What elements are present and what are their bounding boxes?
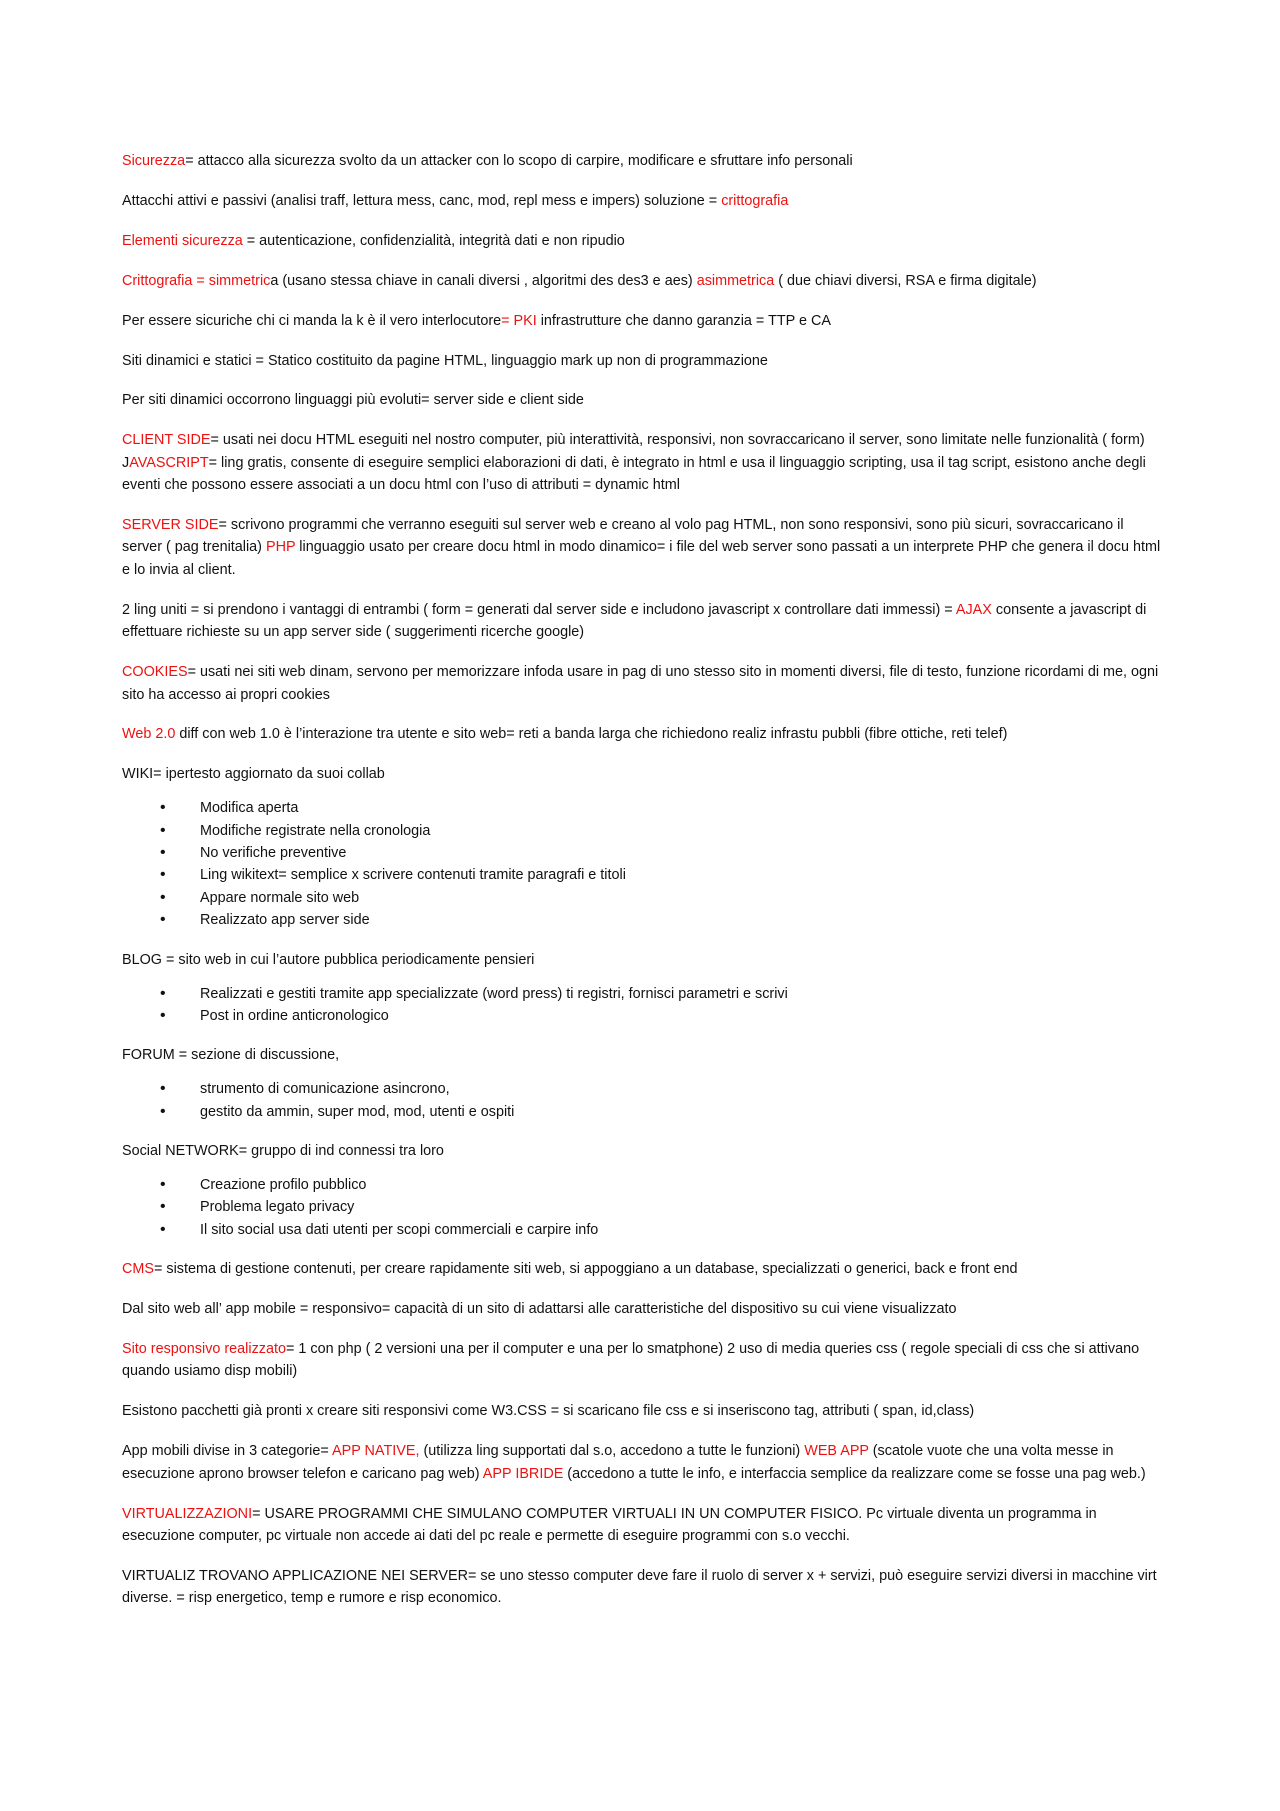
paragraph-text: Esistono pacchetti già pronti x creare siti responsivi come W3.CSS = si scaricano file css e si inseriscono tag, attributi ( span, id,class): [122, 1403, 975, 1420]
keyword: APP NATIVE,: [332, 1443, 420, 1460]
list-item: • gestito da ammin, super mod, mod, utenti e ospiti: [122, 1101, 1167, 1123]
list-item: • Modifica aperta: [122, 797, 1167, 819]
paragraph-wiki: [122, 763, 1167, 785]
paragraph-text: = sistema di gestione contenuti, per creare rapidamente siti web, si appoggiano a un database, specializzati o generici, back e front end: [153, 1261, 1018, 1278]
paragraph-crittografia: [122, 270, 1167, 292]
paragraph-blog: [122, 949, 1167, 971]
paragraph-responsivo: [122, 1338, 1167, 1383]
paragraph-dinamici: [122, 389, 1167, 411]
paragraph-text: = 1 con php ( 2 versioni una per il computer e una per lo smatphone) 2 uso di media queries css ( regole speciali di css che si attivano quando usiamo disp mobili): [122, 1341, 1140, 1380]
paragraph-text: VIRTUALIZ TROVANO APPLICAZIONE NEI SERVER= se uno stesso computer deve fare il ruolo di server x + servizi, può eseguire servizi diversi in macchine virt diverse. = risp energetico, temp e rumore e risp economico.: [122, 1567, 1157, 1607]
paragraph-virtualiz-server: [122, 1565, 1167, 1610]
paragraph-web2: [122, 723, 1167, 745]
keyword: APP IBRIDE: [482, 1465, 564, 1482]
list-item: • Realizzati e gestiti tramite app specializzate (word press) ti registri, fornisci parametri e scrivi: [122, 983, 1167, 1005]
paragraph-sicurezza: [122, 150, 1167, 172]
forum-list: [122, 1078, 1167, 1123]
paragraph-text: = USARE PROGRAMMI CHE SIMULANO COMPUTER VIRTUALI IN UN COMPUTER FISICO. Pc virtuale diventa un programma in esecuzione computer, pc virtuale non accede ai dati del pc reale e permette di eseguire programmi con s.o vecchi.: [122, 1505, 1097, 1544]
paragraph-text: linguaggio usato per creare docu html in modo dinamico= i file del web server sono passati a un interprete PHP che genera il docu html e lo invia al client.: [122, 539, 1161, 578]
keyword: Web 2.0: [122, 726, 176, 743]
paragraph-text: consente a javascript di effettuare richieste su un app server side ( suggerimenti ricerche google): [122, 601, 1147, 641]
paragraph-text: (utilizza ling supportati dal s.o, accedono a tutte le funzioni): [419, 1443, 805, 1460]
blog-list: [122, 983, 1167, 1028]
list-item: • Creazione profilo pubblico: [122, 1174, 1167, 1196]
paragraph-text: Per essere sicuriche chi ci manda la k è il vero interlocutore: [122, 312, 502, 329]
keyword: PHP: [265, 539, 296, 556]
paragraph-text: Attacchi attivi e passivi (analisi traff, lettura mess, canc, mod, repl mess e impers) soluzione =: [122, 192, 722, 209]
keyword: CLIENT SIDE: [122, 432, 211, 449]
paragraph-elementi: [122, 230, 1167, 252]
keyword: crittografia: [721, 192, 789, 209]
paragraph-pki: [122, 310, 1167, 332]
paragraph-text: Siti dinamici e statici = Statico costituito da pagine HTML, linguaggio mark up non di programmazione: [122, 352, 768, 369]
keyword: = PKI: [501, 312, 537, 329]
paragraph-text: = autenticazione, confidenzialità, integrità dati e non ripudio: [242, 232, 625, 249]
keyword: asimmetrica: [696, 272, 775, 289]
paragraph-text: (accedono a tutte le info, e interfaccia semplice da realizzare come se fosse una pag web.): [563, 1465, 1146, 1482]
keyword: Elementi sicurezza: [122, 232, 243, 249]
keyword: AJAX: [955, 601, 992, 618]
paragraph-text: Social NETWORK= gruppo di ind connessi tra loro: [122, 1143, 444, 1160]
wiki-list: [122, 797, 1167, 931]
social-list: [122, 1174, 1167, 1241]
list-item: • Ling wikitext= semplice x scrivere contenuti tramite paragrafi e titoli: [122, 864, 1167, 886]
list-item: • Modifiche registrate nella cronologia: [122, 820, 1167, 842]
keyword: Sicurezza: [122, 153, 186, 169]
paragraph-client-side: [122, 429, 1167, 496]
paragraph-text: 2 ling uniti = si prendono i vantaggi di entrambi ( form = generati dal server side e includono javascript x controllare dati immessi) =: [122, 601, 956, 618]
paragraph-text: = usati nei docu HTML eseguiti nel nostro computer, più interattività, responsivi, non sovraccaricano il server, sono limitate nelle funzionalità ( form) J: [122, 432, 1145, 471]
keyword: CMS: [122, 1261, 154, 1278]
paragraph-text: a (usano stessa chiave in canali diversi , algoritmi des des3 e aes): [270, 272, 697, 289]
paragraph-forum: [122, 1044, 1167, 1066]
paragraph-text: = scrivono programmi che verranno eseguiti sul server web e creano al volo pag HTML, non sono responsivi, sono più sicuri, sovraccaricano il server ( pag trenitalia): [122, 517, 1124, 556]
paragraph-text: infrastrutture che danno garanzia = TTP e CA: [536, 312, 831, 329]
paragraph-virtualizzazioni: [122, 1503, 1167, 1548]
keyword: COOKIES: [122, 664, 188, 681]
paragraph-attacchi: [122, 190, 1167, 212]
paragraph-siti: [122, 350, 1167, 372]
list-item: • No verifiche preventive: [122, 842, 1167, 864]
paragraph-text: = attacco alla sicurezza svolto da un attacker con lo scopo di carpire, modificare e sfruttare info personali: [185, 153, 853, 169]
paragraph-text: = usati nei siti web dinam, servono per memorizzare infoda usare in pag di uno stesso sito in momenti diversi, file di testo, funzione ricordami di me, ogni sito ha accesso ai propri cookies: [122, 664, 1159, 703]
keyword: Sito responsivo realizzato: [122, 1341, 286, 1358]
paragraph-text: ( due chiavi diversi, RSA e firma digitale): [774, 272, 1037, 289]
paragraph-cookies: [122, 661, 1167, 706]
keyword: AVASCRIPT: [129, 454, 209, 471]
paragraph-ajax: [122, 599, 1167, 644]
keyword: SERVER SIDE: [122, 517, 219, 534]
paragraph-server-side: [122, 514, 1167, 581]
paragraph-text: BLOG = sito web in cui l’autore pubblica periodicamente pensieri: [122, 951, 535, 968]
paragraph-social: [122, 1140, 1167, 1162]
list-item: • Post in ordine anticronologico: [122, 1005, 1167, 1027]
list-item: • Il sito social usa dati utenti per scopi commerciali e carpire info: [122, 1219, 1167, 1241]
paragraph-text: = ling gratis, consente di eseguire semplici elaborazioni di dati, è integrato in html e usa il linguaggio scripting, usa il tag script, esistono anche degli eventi che possono essere associati a un docu html con l’uso di attributi = dynamic html: [122, 454, 1146, 494]
keyword: VIRTUALIZZAZIONI: [122, 1505, 253, 1522]
keyword: simmetric: [208, 272, 271, 289]
list-item: • strumento di comunicazione asincrono,: [122, 1078, 1167, 1100]
list-item: • Problema legato privacy: [122, 1196, 1167, 1218]
paragraph-text: App mobili divise in 3 categorie=: [122, 1443, 332, 1460]
keyword: Crittografia =: [122, 272, 209, 289]
list-item: • Realizzato app server side: [122, 909, 1167, 931]
paragraph-text: Dal sito web all’ app mobile = responsivo= capacità di un sito di adattarsi alle caratteristiche del dispositivo su cui viene visualizzato: [122, 1301, 957, 1318]
list-item: • Appare normale sito web: [122, 887, 1167, 909]
paragraph-pacchetti: [122, 1400, 1167, 1422]
paragraph-mobile: [122, 1298, 1167, 1320]
paragraph-text: diff con web 1.0 è l’interazione tra utente e sito web= reti a banda larga che richiedono realiz infrastu pubbli (fibre ottiche, reti telef): [175, 726, 1008, 743]
paragraph-app: [122, 1440, 1167, 1485]
paragraph-text: WIKI= ipertesto aggiornato da suoi collab: [122, 766, 385, 783]
document-body: [122, 150, 1167, 1627]
keyword: WEB APP: [804, 1443, 869, 1460]
paragraph-text: Per siti dinamici occorrono linguaggi più evoluti= server side e client side: [122, 392, 584, 409]
paragraph-cms: [122, 1258, 1167, 1280]
paragraph-text: FORUM = sezione di discussione,: [122, 1047, 340, 1064]
paragraph-text: (scatole vuote che una volta messe in esecuzione aprono browser telefon e caricano pag web): [122, 1443, 1114, 1482]
